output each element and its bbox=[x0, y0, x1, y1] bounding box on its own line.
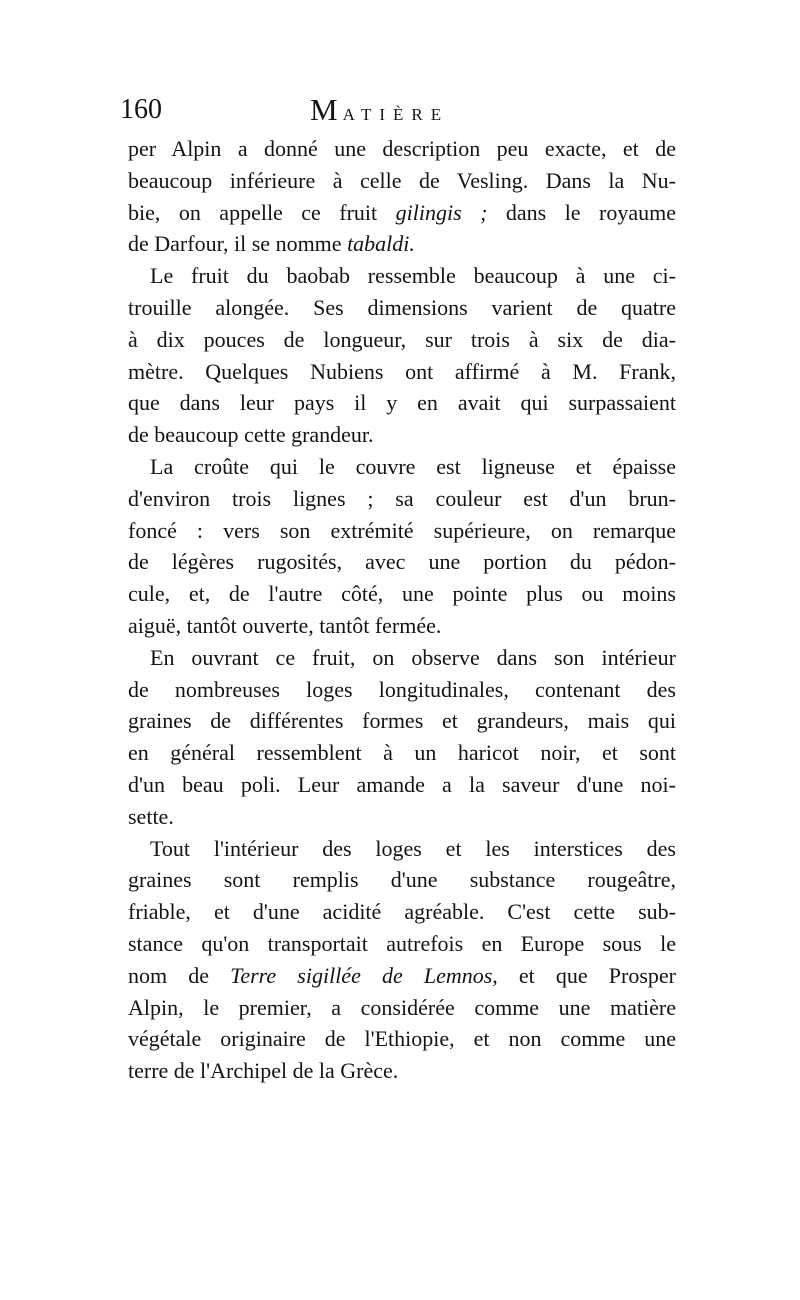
text-run: stance qu'on transportait autrefois en Europe sous le bbox=[128, 930, 676, 956]
text-run: graines de différentes formes et grandeurs, mais qui bbox=[128, 708, 676, 734]
text-line bbox=[128, 578, 676, 610]
text-run: , et que Prosper bbox=[492, 962, 677, 988]
text-run: Alpin, le premier, a considérée comme une matière bbox=[128, 994, 676, 1020]
text-line bbox=[128, 737, 676, 769]
text-line bbox=[128, 769, 676, 801]
text-run: de légères rugosités, avec une portion du pédon- bbox=[128, 549, 676, 575]
italic-term: Terre sigillée de Lemnos bbox=[230, 962, 493, 988]
text-line bbox=[128, 292, 676, 324]
running-head bbox=[310, 90, 449, 135]
text-run: terre de l'Archipel de la Grèce. bbox=[128, 1058, 399, 1084]
text-line bbox=[128, 705, 676, 737]
text-run: mètre. Quelques Nubiens ont affirmé à M. Frank, bbox=[128, 358, 676, 384]
text-run: bie, on appelle ce fruit bbox=[128, 199, 396, 225]
text-line bbox=[128, 992, 676, 1024]
text-line bbox=[128, 833, 676, 865]
text-run: dans le royaume bbox=[487, 199, 676, 225]
text-line bbox=[128, 356, 676, 388]
text-run: trouille alongée. Ses dimensions varient de quatre bbox=[128, 294, 676, 320]
text-line bbox=[128, 228, 676, 260]
page-header bbox=[120, 90, 680, 130]
text-run: d'environ trois lignes ; sa couleur est d'un brun- bbox=[128, 485, 676, 511]
text-run: de Darfour, il se nomme bbox=[128, 231, 348, 257]
text-line bbox=[128, 928, 676, 960]
text-line bbox=[128, 674, 676, 706]
text-run: Tout l'intérieur des loges et les interstices des bbox=[150, 835, 676, 861]
text-run: de nombreuses loges longitudinales, contenant des bbox=[128, 676, 676, 702]
text-line bbox=[128, 260, 676, 292]
text-line bbox=[128, 864, 676, 896]
text-run: friable, et d'une acidité agréable. C'est cette sub- bbox=[128, 899, 676, 925]
text-run: sette. bbox=[128, 803, 174, 829]
text-run: nom de bbox=[128, 962, 231, 988]
text-run: végétale originaire de l'Ethiopie, et non comme une bbox=[128, 1026, 676, 1052]
text-line bbox=[128, 642, 676, 674]
text-line bbox=[128, 515, 676, 547]
running-head-initial: M bbox=[310, 92, 343, 127]
text-run: en général ressemblent à un haricot noir, et sont bbox=[128, 740, 676, 766]
italic-term: gilingis ; bbox=[395, 199, 488, 225]
text-line bbox=[128, 165, 676, 197]
text-line bbox=[128, 419, 676, 451]
text-line bbox=[128, 197, 676, 229]
text-run: que dans leur pays il y en avait qui surpassaient bbox=[128, 390, 676, 416]
text-line bbox=[128, 960, 676, 992]
text-line bbox=[128, 546, 676, 578]
text-run: d'un beau poli. Leur amande a la saveur d'une noi- bbox=[128, 771, 676, 797]
text-line bbox=[128, 483, 676, 515]
text-run: de beaucoup cette grandeur. bbox=[128, 422, 374, 448]
text-line bbox=[128, 896, 676, 928]
text-run: foncé : vers son extrémité supérieure, on remarque bbox=[128, 517, 676, 543]
text-run: graines sont remplis d'une substance rougeâtre, bbox=[128, 867, 676, 893]
text-line bbox=[128, 324, 676, 356]
text-run: En ouvrant ce fruit, on observe dans son intérieur bbox=[150, 644, 676, 670]
text-run: Le fruit du baobab ressemble beaucoup à une ci- bbox=[150, 263, 676, 289]
italic-term: tabaldi. bbox=[347, 231, 415, 257]
text-run: per Alpin a donné une description peu exacte, et de bbox=[128, 136, 676, 161]
text-line bbox=[128, 801, 676, 833]
text-run: aiguë, tantôt ouverte, tantôt fermée. bbox=[128, 612, 442, 638]
body-text bbox=[128, 133, 676, 1087]
text-run: La croûte qui le couvre est ligneuse et épaisse bbox=[150, 453, 676, 479]
text-line bbox=[128, 1055, 676, 1087]
text-run: beaucoup inférieure à celle de Vesling. Dans la Nu- bbox=[128, 167, 676, 193]
text-line bbox=[128, 387, 676, 419]
running-head-rest: ATIÈRE bbox=[342, 105, 450, 124]
text-run: à dix pouces de longueur, sur trois à six de dia- bbox=[128, 326, 676, 352]
page-number: 160 bbox=[120, 94, 162, 125]
text-line bbox=[128, 610, 676, 642]
text-line bbox=[128, 1023, 676, 1055]
text-line bbox=[128, 451, 676, 483]
text-line bbox=[128, 133, 676, 165]
text-run: cule, et, de l'autre côté, une pointe plus ou moins bbox=[128, 581, 676, 607]
